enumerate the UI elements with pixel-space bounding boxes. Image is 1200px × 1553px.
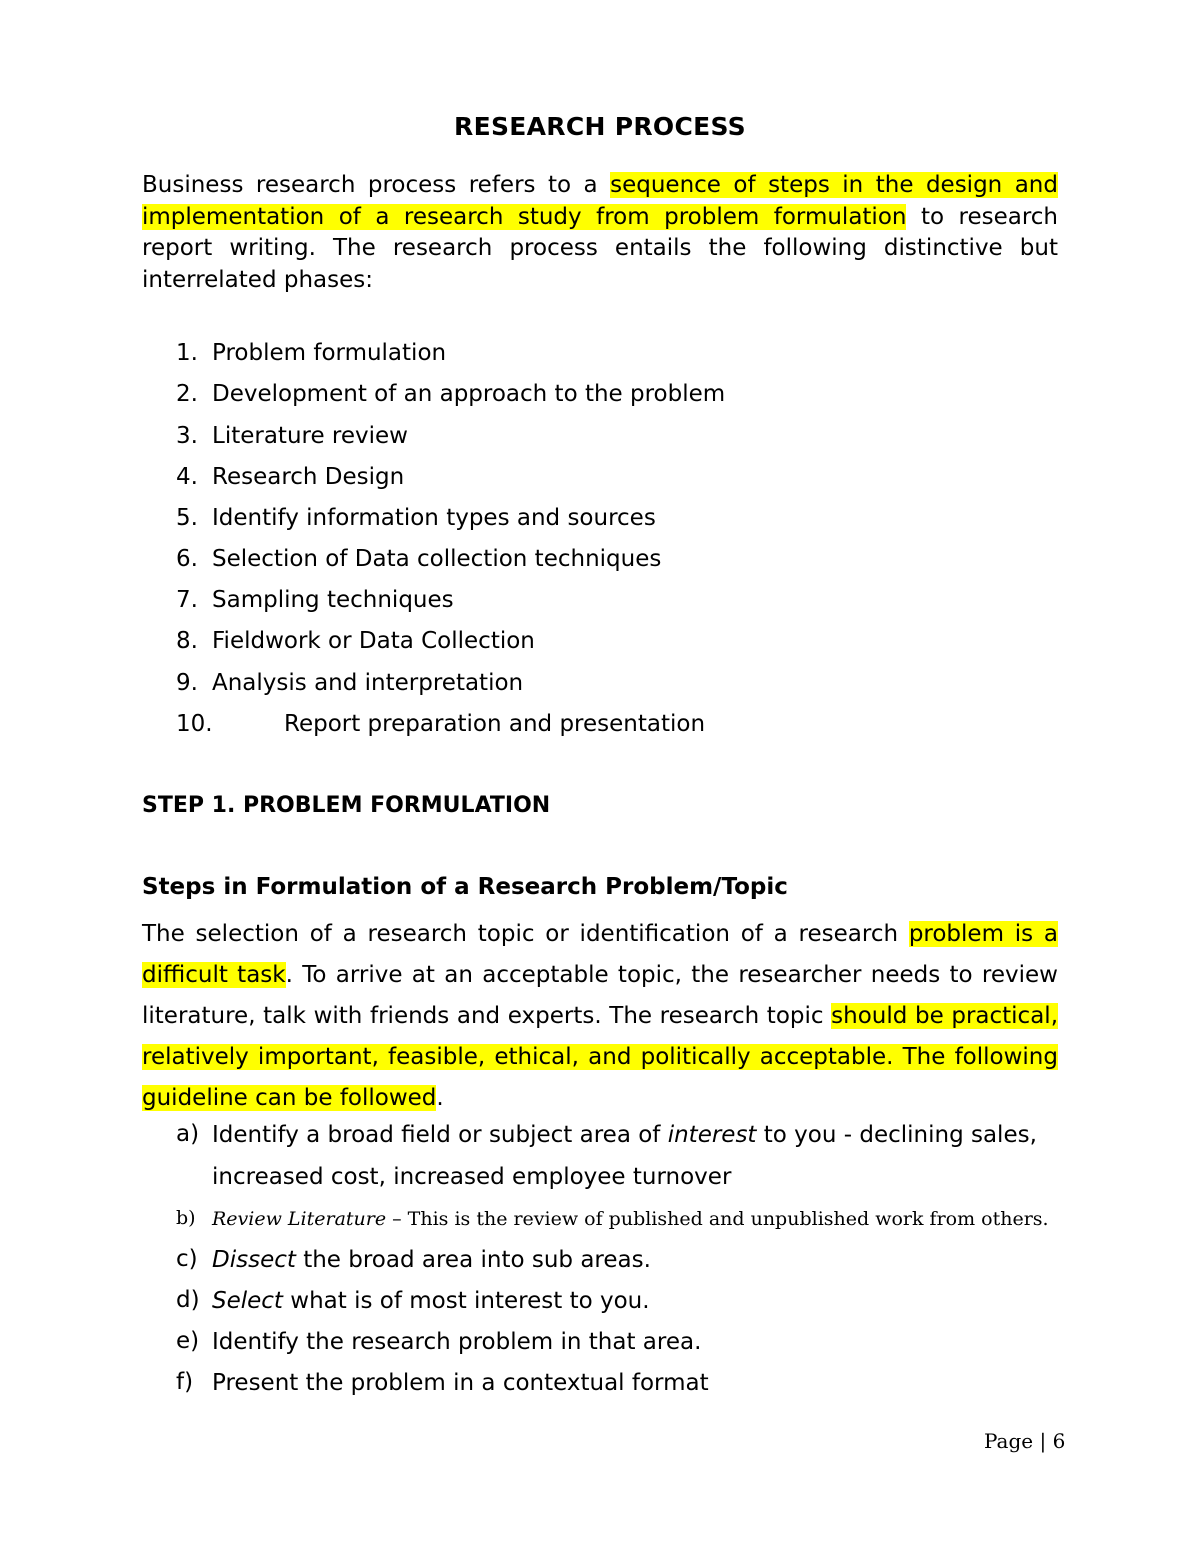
subheading: Steps in Formulation of a Research Problem/Topic (142, 874, 788, 900)
guideline-text: the broad area into sub areas. (295, 1247, 651, 1273)
guideline-text: – This is the review of published and unpublished work from others. (386, 1208, 1049, 1230)
page-title: RESEARCH PROCESS (454, 112, 746, 141)
phase-number: 5. (176, 505, 198, 531)
para2-highlight-1: problem is a difficult task (142, 921, 1058, 988)
phase-number: 2. (176, 381, 198, 407)
intro-paragraph (142, 170, 1058, 296)
phase-number: 9. (176, 670, 198, 696)
selection-paragraph (142, 914, 1058, 1119)
para2-highlight-2: should be practical, relatively important, feasible, ethical, and politically acceptable. The following guideline can be followed (142, 1003, 1058, 1111)
phase-number: 3. (176, 423, 198, 449)
guideline-item (212, 1246, 1062, 1274)
phase-item: Sampling techniques (212, 587, 454, 613)
phase-item: Report preparation and presentation (284, 711, 706, 737)
phase-item: Literature review (212, 423, 408, 449)
para2-text-2: . To arrive at an acceptable topic, the researcher needs to review literature, talk with friends and experts. The research topic (142, 962, 1058, 1029)
guideline-label: b) (176, 1207, 196, 1229)
phase-number: 1. (176, 340, 198, 366)
phase-item: Research Design (212, 464, 405, 490)
guideline-emphasis: interest (667, 1122, 757, 1148)
guideline-label: f) (176, 1369, 194, 1395)
step1-heading: STEP 1. PROBLEM FORMULATION (142, 793, 551, 818)
para2-text-1: The selection of a research topic or identification of a research (142, 921, 909, 947)
guideline-label: e) (176, 1328, 200, 1354)
phase-number: 6. (176, 546, 198, 572)
guideline-text: to you - declining sales, increased cost, increased employee turnover (212, 1122, 1037, 1190)
guideline-emphasis: Review Literature (212, 1208, 387, 1230)
phase-item: Analysis and interpretation (212, 670, 524, 696)
intro-text-2: to research report writing. The research process entails the following distinctive but interrelated phases: (142, 203, 1059, 293)
guideline-emphasis: Dissect (212, 1247, 296, 1273)
intro-text-1: Business research process refers to a (142, 172, 611, 198)
phase-number: 10. (176, 711, 213, 737)
guideline-label: a) (176, 1121, 200, 1147)
phase-item: Identify information types and sources (212, 505, 656, 531)
guideline-label: c) (176, 1246, 198, 1272)
guideline-item (212, 1114, 1062, 1198)
page-number: Page | 6 (984, 1429, 1066, 1453)
intro-highlight: sequence of steps in the design and implementation of a research study from problem formulation (142, 172, 1058, 230)
phase-number: 4. (176, 464, 198, 490)
guideline-text: what is of most interest to you. (282, 1288, 650, 1314)
para2-text-3: . (436, 1085, 444, 1111)
guideline-item (212, 1207, 1062, 1231)
phase-item: Selection of Data collection techniques (212, 546, 662, 572)
guideline-item: Present the problem in a contextual format (212, 1370, 709, 1396)
guideline-item: Identify the research problem in that area. (212, 1329, 702, 1355)
guideline-text: Identify a broad field or subject area of (212, 1122, 668, 1148)
phase-item: Development of an approach to the problem (212, 381, 726, 407)
phase-number: 8. (176, 628, 198, 654)
guideline-emphasis: Select (212, 1288, 283, 1314)
phase-number: 7. (176, 587, 198, 613)
guideline-item (212, 1287, 1062, 1315)
guideline-label: d) (176, 1287, 200, 1313)
phase-item: Problem formulation (212, 340, 447, 366)
phase-item: Fieldwork or Data Collection (212, 628, 535, 654)
